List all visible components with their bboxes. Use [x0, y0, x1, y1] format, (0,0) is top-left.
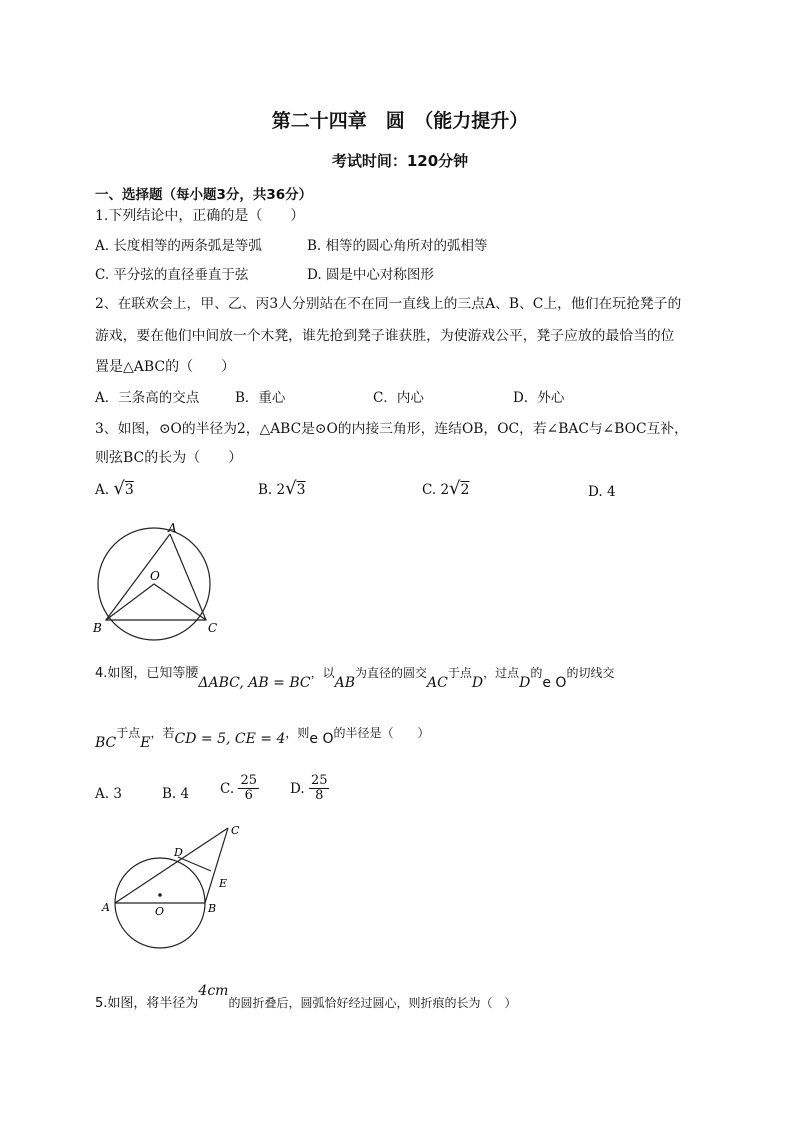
q4-option-c: C. $\frac{25}{6}$ — [220, 773, 257, 804]
section-heading: 一、选择题（每小题3分，共36分） — [95, 187, 313, 203]
q3-option-a: A. √3 — [95, 478, 134, 499]
q3-line-1: 3、如图，⊙O的半径为2，△ABC是⊙O的内接三角形，连结OB，OC，若∠BAC与∠BOC互补， — [95, 421, 688, 437]
q2-line-3: 置是△ABC的（ ） — [95, 359, 236, 375]
q2-option-b: B．重心 — [235, 390, 286, 406]
label-c: C — [231, 824, 240, 837]
q3-line-2: 则弦BC的长为（ ） — [95, 450, 243, 466]
segment-bc — [205, 828, 228, 903]
label-b: B — [208, 902, 217, 915]
q4-line-2: BC于点E，若CD = 5, CE = 4，则e O的半径是（ ） — [95, 726, 430, 751]
q1-stem: 1.下列结论中，正确的是（ ） — [95, 208, 305, 224]
q4-line-1: 4.如图，已知等腰ΔABC, AB = BC，以AB为直径的圆交AC于点D，过点D的e O的切线交 — [95, 666, 615, 691]
q2-option-a: A．三条高的交点 — [95, 390, 200, 406]
radii-ob-oc — [106, 584, 206, 620]
label-b: B — [93, 621, 102, 635]
q2-option-d: D．外心 — [513, 390, 565, 406]
q1-option-b: B. 相等的圆心角所对的弧相等 — [307, 238, 488, 254]
label-o: O — [150, 569, 160, 583]
q4-option-a: A. 3 — [95, 786, 122, 802]
q2-line-1: 2、在联欢会上，甲、乙、丙3人分别站在不在同一直线上的三点A、B、C上，他们在玩抢凳子的 — [95, 296, 682, 312]
q5-line: 5.如图，将半径为4cm的圆折叠后，圆弧恰好经过圆心，则折痕的长为（ ） — [95, 983, 517, 1011]
label-a: A — [168, 521, 177, 535]
page-title: 第二十四章 圆 （能力提升） — [271, 110, 529, 132]
center-dot — [158, 893, 162, 897]
label-o: O — [155, 905, 165, 918]
segment-ac — [115, 828, 228, 903]
q1-option-d: D. 圆是中心对称图形 — [307, 267, 434, 283]
label-c: C — [208, 621, 218, 635]
q2-line-2: 游戏，要在他们中间放一个木凳，谁先抢到凳子谁获胜，为使游戏公平，凳子应放的最恰当的位 — [95, 328, 675, 344]
label-e: E — [219, 877, 228, 890]
q3-circle-figure — [88, 518, 218, 648]
q4-option-b: B. 4 — [162, 786, 190, 802]
label-a: A — [102, 901, 110, 914]
q1-option-a: A. 长度相等的两条弧是等弧 — [95, 238, 262, 254]
q3-option-c: C. 2√2 — [422, 478, 470, 499]
q1-option-c: C. 平分弦的直径垂直于弦 — [95, 267, 249, 283]
q3-option-d: D. 4 — [588, 484, 616, 500]
q3-option-b: B. 2√3 — [258, 478, 306, 499]
exam-time: 考试时间：120分钟 — [331, 152, 469, 170]
q2-option-c: C．内心 — [373, 390, 424, 406]
q4-circle-figure — [98, 820, 258, 950]
label-d: D — [174, 846, 183, 859]
q4-option-d: D. $\frac{25}{8}$ — [290, 773, 328, 804]
